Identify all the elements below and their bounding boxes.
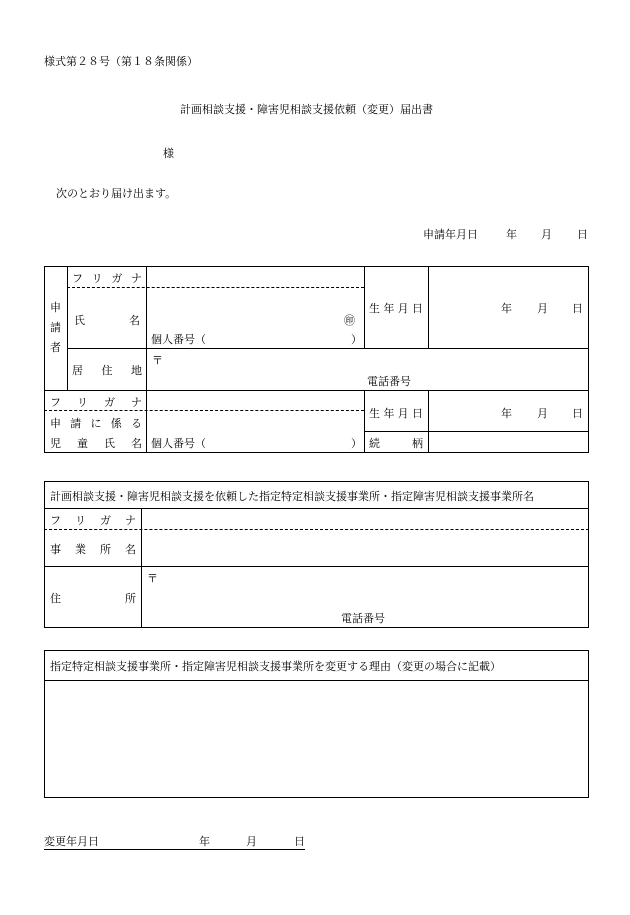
applicant-address-label: 居 住 地 [72,364,142,377]
office-address-label: 住 所 [50,592,136,605]
applicant-label-char: 者 [50,341,61,354]
postal-mark: 〒 [152,354,163,367]
applicant-dob-label: 生 年 月 日 [369,302,423,315]
applicant-dob-year: 年 [501,302,512,315]
change-date-month: 月 [246,835,257,848]
application-date-label: 申請年月日 [423,228,478,241]
change-date-year: 年 [199,835,210,848]
child-furigana-label: フ リ ガ ナ [50,396,142,409]
office-furigana-field[interactable] [143,510,586,528]
application-date-year: 年 [506,228,517,241]
applicant-dob-month: 月 [537,302,548,315]
office-address-field[interactable] [160,569,586,605]
office-furigana-label: フ リ ガ ナ [50,514,136,527]
application-date-month: 月 [541,228,552,241]
applicant-phone-label: 電話番号 [367,375,411,388]
change-date-label: 変更年月日 [44,835,99,848]
office-heading: 計画相談支援・障害児相談支援を依頼した指定特定相談支援事業所・指定障害児相談支援事業所名 [50,490,534,503]
child-personal-number-label: 個人番号（ [151,437,206,450]
child-personal-number-field[interactable] [210,433,350,449]
office-phone-label: 電話番号 [341,612,385,625]
change-date-day: 日 [294,835,305,848]
seal-mark: ㊞ [344,314,355,327]
change-date-underline [44,849,305,850]
applicant-personal-number-label: 個人番号（ [151,333,206,346]
child-label-line2: 児 童 氏 名 [50,437,142,450]
applicant-label-char: 請 [50,321,61,334]
application-date-day: 日 [577,228,588,241]
child-relation-field[interactable] [430,433,586,450]
addressee-suffix: 様 [163,147,174,160]
child-label-line1: 申 請 に 係 る [50,417,142,430]
form-title: 計画相談支援・障害児相談支援依頼（変更）届出書 [180,103,433,116]
child-dob-year: 年 [501,407,512,420]
applicant-personal-number-field[interactable] [210,329,350,345]
applicant-personal-number-close: ） [351,333,362,346]
child-relation-label: 続 柄 [369,437,423,450]
office-name-field[interactable] [143,531,586,565]
applicant-address-field[interactable] [165,351,585,371]
child-dob-month: 月 [537,407,548,420]
child-dob-label: 生 年 月 日 [369,407,423,420]
office-postal-mark: 〒 [147,572,158,585]
applicant-dob-day: 日 [572,302,583,315]
office-phone-field[interactable] [395,608,585,625]
child-name-field[interactable] [148,412,362,430]
child-furigana-field[interactable] [148,392,362,409]
intro-text: 次のとおり届け出ます。 [56,187,177,200]
applicant-label [44,298,67,358]
applicant-name-label: 氏 名 [74,314,140,327]
child-personal-number-close: ） [351,437,362,450]
office-name-label: 事 業 所 名 [50,543,136,556]
applicant-phone-field[interactable] [420,371,585,388]
applicant-furigana-label: フ リ ガ ナ [72,272,142,285]
form-number: 様式第２８号（第１８条関係） [44,55,198,68]
child-dob-day: 日 [572,407,583,420]
reason-heading: 指定特定相談支援事業所・指定障害児相談支援事業所を変更する理由（変更の場合に記載） [50,660,501,673]
applicant-furigana-field[interactable] [148,268,362,286]
applicant-name-field[interactable] [148,289,344,325]
applicant-label-char: 申 [50,301,61,314]
reason-field[interactable] [47,683,586,795]
